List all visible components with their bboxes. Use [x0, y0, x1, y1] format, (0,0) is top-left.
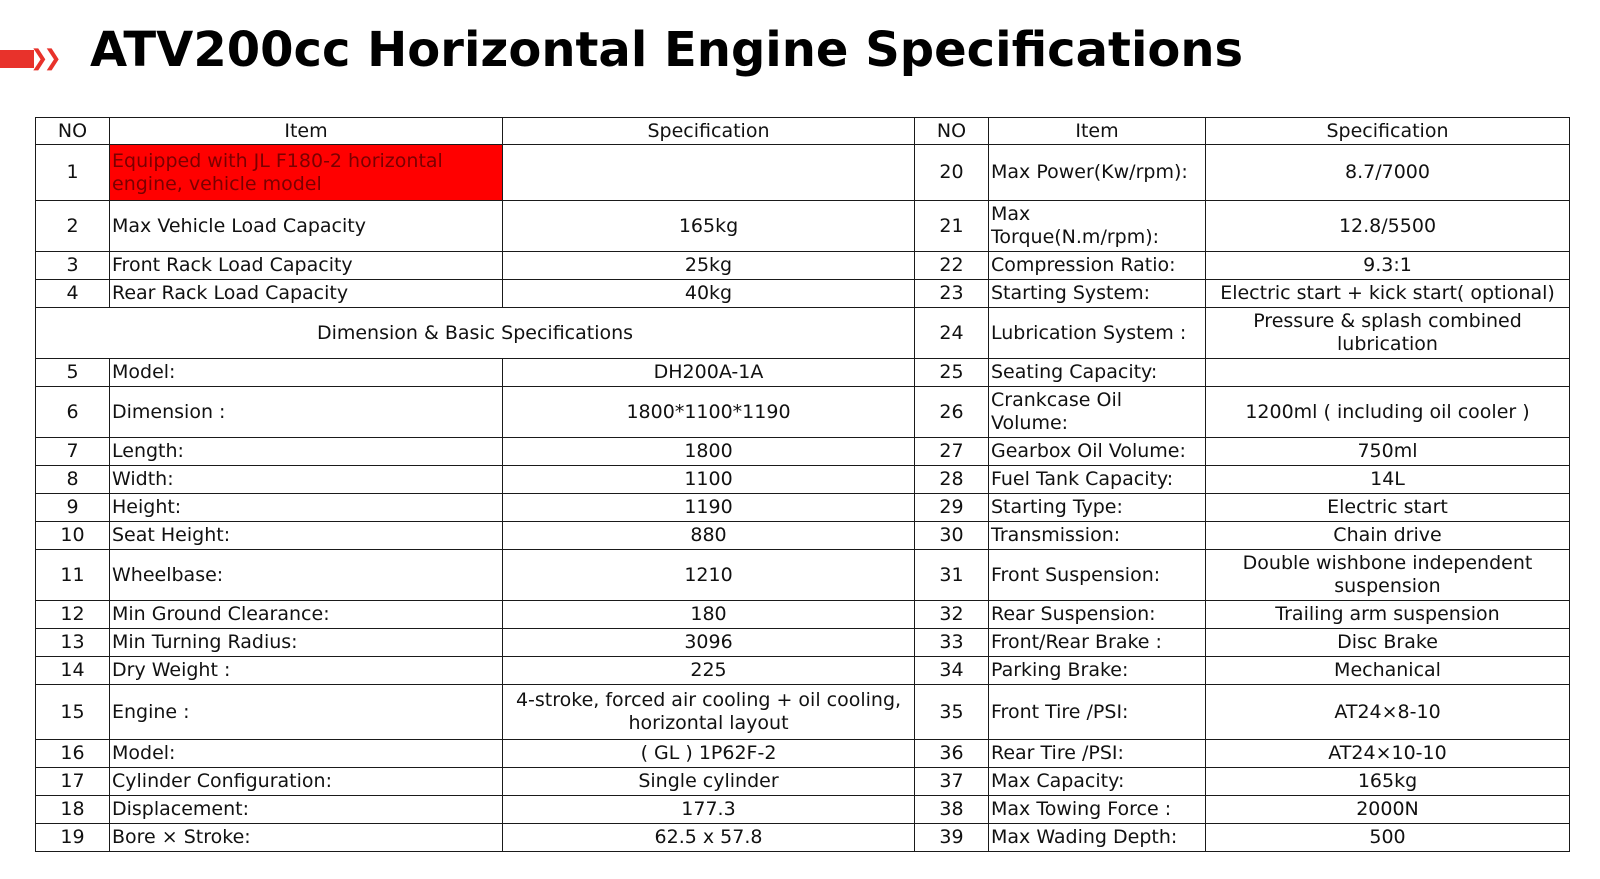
row-spec: AT24×8-10 [1206, 685, 1570, 740]
row-number: 24 [915, 308, 989, 359]
row-item: Front Tire /PSI: [989, 685, 1206, 740]
row-item: Front Suspension: [989, 550, 1206, 601]
row-spec: 3096 [503, 629, 915, 657]
row-item: Parking Brake: [989, 657, 1206, 685]
row-item: Starting Type: [989, 494, 1206, 522]
row-number: 21 [915, 201, 989, 252]
row-item: Front/Rear Brake : [989, 629, 1206, 657]
row-spec: 2000N [1206, 796, 1570, 824]
row-spec: 1100 [503, 466, 915, 494]
row-spec: 177.3 [503, 796, 915, 824]
row-item: Fuel Tank Capacity: [989, 466, 1206, 494]
row-number: 23 [915, 280, 989, 308]
row-spec: 8.7/7000 [1206, 145, 1570, 201]
table-row [36, 824, 1570, 852]
row-item: Gearbox Oil Volume: [989, 438, 1206, 466]
row-spec: 500 [1206, 824, 1570, 852]
row-number: 18 [36, 796, 110, 824]
row-number: 7 [36, 438, 110, 466]
row-number: 20 [915, 145, 989, 201]
table-row [36, 685, 1570, 740]
row-spec [503, 145, 915, 201]
row-item: Seat Height: [110, 522, 503, 550]
row-spec: 1200ml ( including oil cooler ) [1206, 387, 1570, 438]
row-number: 30 [915, 522, 989, 550]
section-heading: Dimension & Basic Specifications [36, 308, 915, 359]
table-row [36, 145, 1570, 201]
row-number: 36 [915, 740, 989, 768]
row-number: 28 [915, 466, 989, 494]
row-spec: 880 [503, 522, 915, 550]
page-title: ATV200cc Horizontal Engine Specifications [90, 22, 1244, 78]
row-number: 22 [915, 252, 989, 280]
row-spec: DH200A-1A [503, 359, 915, 387]
row-item: Engine : [110, 685, 503, 740]
row-item: Lubrication System : [989, 308, 1206, 359]
row-number: 5 [36, 359, 110, 387]
row-number: 14 [36, 657, 110, 685]
row-item: Min Ground Clearance: [110, 601, 503, 629]
row-item: Dimension : [110, 387, 503, 438]
row-item: Max Vehicle Load Capacity [110, 201, 503, 252]
table-row [36, 629, 1570, 657]
row-item: Rear Tire /PSI: [989, 740, 1206, 768]
table-header-row [36, 118, 1570, 145]
row-spec: 1210 [503, 550, 915, 601]
table-row [36, 308, 1570, 359]
row-number: 31 [915, 550, 989, 601]
row-number: 12 [36, 601, 110, 629]
row-item: Max Towing Force : [989, 796, 1206, 824]
table-row [36, 494, 1570, 522]
table-row [36, 522, 1570, 550]
row-item: Seating Capacity: [989, 359, 1206, 387]
row-spec: 165kg [1206, 768, 1570, 796]
row-spec: Mechanical [1206, 657, 1570, 685]
table-row [36, 387, 1570, 438]
row-spec: Single cylinder [503, 768, 915, 796]
row-number: 16 [36, 740, 110, 768]
header-no: NO [36, 118, 110, 145]
row-number: 37 [915, 768, 989, 796]
row-item: Max Capacity: [989, 768, 1206, 796]
row-spec: 225 [503, 657, 915, 685]
row-item: Front Rack Load Capacity [110, 252, 503, 280]
row-item: Transmission: [989, 522, 1206, 550]
row-number: 6 [36, 387, 110, 438]
row-item: Displacement: [110, 796, 503, 824]
row-item: Rear Rack Load Capacity [110, 280, 503, 308]
row-number: 27 [915, 438, 989, 466]
row-spec: ( GL ) 1P62F-2 [503, 740, 915, 768]
row-item: Max Power(Kw/rpm): [989, 145, 1206, 201]
row-item: Rear Suspension: [989, 601, 1206, 629]
table-row [36, 438, 1570, 466]
row-number: 1 [36, 145, 110, 201]
row-spec: 12.8/5500 [1206, 201, 1570, 252]
row-number: 3 [36, 252, 110, 280]
row-item: Height: [110, 494, 503, 522]
row-number: 13 [36, 629, 110, 657]
row-number: 33 [915, 629, 989, 657]
row-spec: Pressure & splash combined lubrication [1206, 308, 1570, 359]
row-item: Crankcase Oil Volume: [989, 387, 1206, 438]
row-number: 35 [915, 685, 989, 740]
row-number: 2 [36, 201, 110, 252]
row-spec: 1190 [503, 494, 915, 522]
row-spec: 1800 [503, 438, 915, 466]
row-item: Starting System: [989, 280, 1206, 308]
row-number: 8 [36, 466, 110, 494]
row-spec: Electric start [1206, 494, 1570, 522]
row-spec: 62.5 x 57.8 [503, 824, 915, 852]
row-spec: 750ml [1206, 438, 1570, 466]
row-spec: Disc Brake [1206, 629, 1570, 657]
spec-table [35, 117, 1570, 852]
row-spec: 9.3:1 [1206, 252, 1570, 280]
row-spec: Trailing arm suspension [1206, 601, 1570, 629]
row-spec: 180 [503, 601, 915, 629]
table-row [36, 466, 1570, 494]
row-item: Max Torque(N.m/rpm): [989, 201, 1206, 252]
row-spec: Double wishbone independent suspension [1206, 550, 1570, 601]
row-spec: 165kg [503, 201, 915, 252]
table-row [36, 280, 1570, 308]
row-item: Cylinder Configuration: [110, 768, 503, 796]
row-item: Min Turning Radius: [110, 629, 503, 657]
row-item: Wheelbase: [110, 550, 503, 601]
table-row [36, 550, 1570, 601]
row-number: 19 [36, 824, 110, 852]
row-spec: Electric start + kick start( optional) [1206, 280, 1570, 308]
row-item: Dry Weight : [110, 657, 503, 685]
title-accent-bar [0, 50, 34, 68]
header-item: Item [989, 118, 1206, 145]
row-number: 39 [915, 824, 989, 852]
row-spec: AT24×10-10 [1206, 740, 1570, 768]
row-number: 34 [915, 657, 989, 685]
row-spec: Chain drive [1206, 522, 1570, 550]
row-spec [1206, 359, 1570, 387]
table-row [36, 201, 1570, 252]
row-number: 38 [915, 796, 989, 824]
row-spec: 14L [1206, 466, 1570, 494]
row-number: 17 [36, 768, 110, 796]
table-row [36, 796, 1570, 824]
row-number: 9 [36, 494, 110, 522]
row-number: 29 [915, 494, 989, 522]
header-item: Item [110, 118, 503, 145]
row-number: 11 [36, 550, 110, 601]
row-number: 25 [915, 359, 989, 387]
row-number: 15 [36, 685, 110, 740]
row-number: 26 [915, 387, 989, 438]
row-item: Bore × Stroke: [110, 824, 503, 852]
header-specification: Specification [503, 118, 915, 145]
row-item: Width: [110, 466, 503, 494]
double-chevron-icon: ❯❯ [30, 46, 57, 71]
table-row [36, 740, 1570, 768]
header-no: NO [915, 118, 989, 145]
row-item: Compression Ratio: [989, 252, 1206, 280]
row-number: 32 [915, 601, 989, 629]
row-number: 4 [36, 280, 110, 308]
row-spec: 25kg [503, 252, 915, 280]
row-number: 10 [36, 522, 110, 550]
row-spec: 1800*1100*1190 [503, 387, 915, 438]
row-item: Model: [110, 359, 503, 387]
row-item: Max Wading Depth: [989, 824, 1206, 852]
table-row [36, 657, 1570, 685]
header-specification: Specification [1206, 118, 1570, 145]
row-spec: 4-stroke, forced air cooling + oil cooling, horizontal layout [503, 685, 915, 740]
table-row [36, 252, 1570, 280]
table-row [36, 768, 1570, 796]
row-item: Model: [110, 740, 503, 768]
row-item: Length: [110, 438, 503, 466]
table-row [36, 359, 1570, 387]
table-row [36, 601, 1570, 629]
row-item-highlighted: Equipped with JL F180-2 horizontal engine, vehicle model [110, 145, 503, 201]
row-spec: 40kg [503, 280, 915, 308]
